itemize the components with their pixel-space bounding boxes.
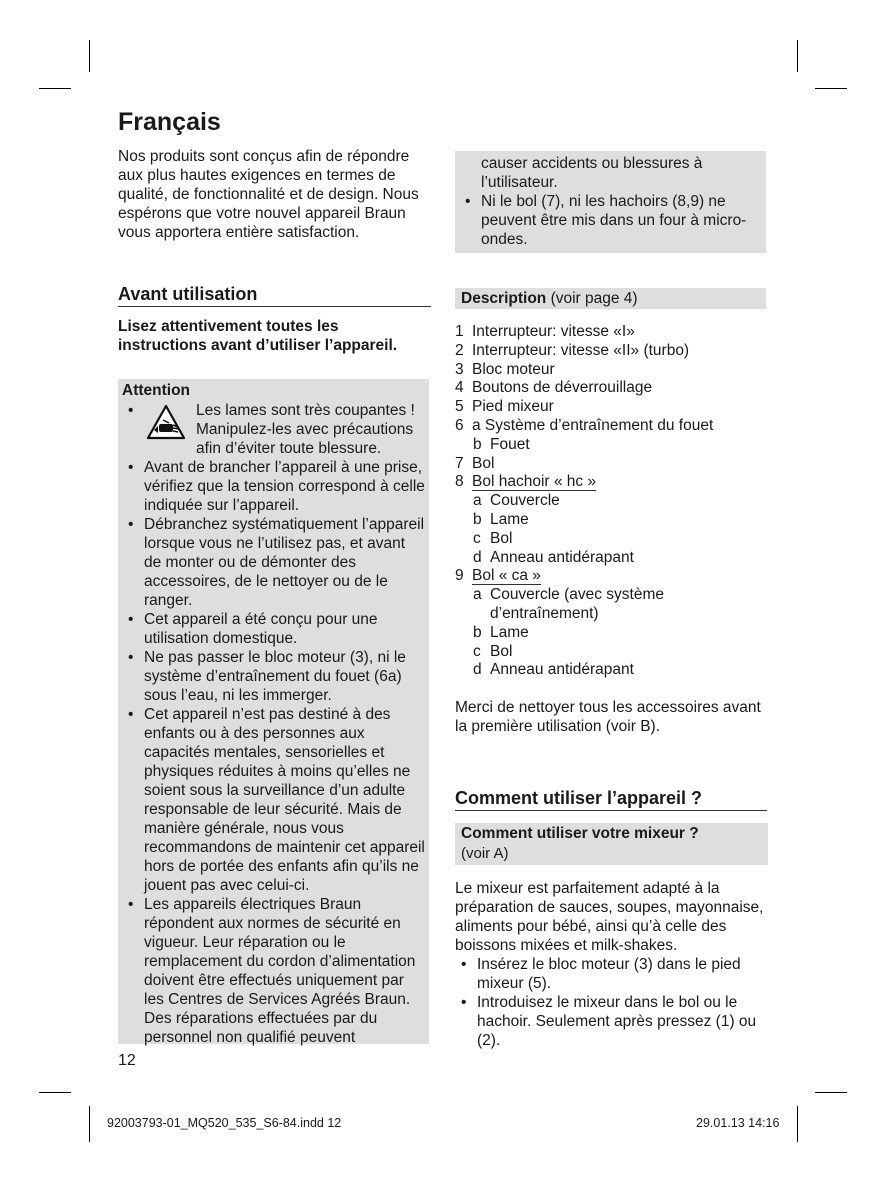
crop-mark <box>797 40 798 72</box>
item-text: Anneau antidérapant <box>490 661 634 679</box>
crop-mark <box>815 88 847 89</box>
item-letter: b <box>473 435 482 453</box>
bullet: • <box>128 459 134 476</box>
avant-heading: Avant utilisation <box>118 284 431 307</box>
description-ref: (voir page 4) <box>550 290 638 307</box>
intro-paragraph: Nos produits sont conçus afin de répondre aux plus hautes exigences en termes de qualité, de fonctionnalité et de design. Nous espérons que votre nouvel appareil Braun vous apportera entière satisfaction. <box>118 148 419 241</box>
item-number: 1 <box>455 323 464 340</box>
attention-continued-box <box>455 151 766 253</box>
footer-file: 92003793-01_MQ520_535_S6-84.indd 12 <box>107 1116 342 1130</box>
crop-mark <box>89 40 90 72</box>
list-item <box>122 515 425 610</box>
item-text: Ne pas passer le bloc moteur (3), ni le système d’entraînement du fouet (6a) sous l’eau, ni les immerger. <box>144 649 406 704</box>
item-text: Bol <box>490 642 513 660</box>
item-number: 4 <box>455 379 464 397</box>
item-letter: d <box>473 661 482 679</box>
item-text: a Système d’entraînement du fouet <box>472 416 714 434</box>
crop-mark <box>815 1092 847 1093</box>
list-item <box>455 586 775 605</box>
list-item <box>455 455 775 474</box>
item-text: Interrupteur: vitesse «I» <box>472 323 635 340</box>
item-text: Interrupteur: vitesse «II» (turbo) <box>472 341 690 359</box>
bullet: • <box>128 402 134 419</box>
list-item <box>122 705 425 895</box>
description-heading-bar <box>455 288 766 309</box>
comment-sub-box <box>455 823 768 865</box>
attention-heading: Attention <box>122 382 191 399</box>
item-text: Lame <box>490 623 529 641</box>
list-item <box>455 661 775 680</box>
item-number: 2 <box>455 341 464 359</box>
comment-heading: Comment utiliser l’appareil ? <box>455 788 767 811</box>
attention-box <box>118 379 429 1044</box>
description-heading: Description <box>461 290 547 307</box>
list-item <box>455 511 775 530</box>
list-item <box>122 458 425 515</box>
list-item <box>455 379 775 398</box>
item-letter: d <box>473 548 482 566</box>
list-item <box>459 192 762 249</box>
description-list <box>455 323 775 680</box>
list-item <box>122 648 425 705</box>
list-item <box>455 993 770 1050</box>
item-text: Introduisez le mixeur dans le bol ou le hachoir. Seulement après pressez (1) ou (2). <box>477 994 757 1049</box>
bullet: • <box>128 611 134 628</box>
comment-sub-heading: Comment utiliser votre mixeur ? <box>461 825 699 842</box>
avant-lead: Lisez attentivement toutes les instructions avant d’utiliser l’appareil. <box>118 318 398 354</box>
list-item <box>122 401 425 458</box>
continued-text: causer accidents ou blessures à l’utilisateur. <box>481 155 703 191</box>
item-text: Couvercle <box>490 492 560 510</box>
item-text: Avant de brancher l’appareil à une prise, vérifiez que la tension correspond à celle indiquée sur l’appareil. <box>144 459 425 514</box>
item-text: Cet appareil n’est pas destiné à des enfants ou à des personnes aux capacités mentales, sensorielles et physiques réduites à moins qu’elles ne soient sous la surveillance d’un adulte responsable de leur sécurité. Mais de manière générale, nous vous recommandons de maintenir cet appareil hors de portée des enfants afin qu’ils ne jouent pas avec celui-ci. <box>144 706 425 894</box>
item-text: Cet appareil a été conçu pour une utilisation domestique. <box>144 611 378 647</box>
list-item <box>122 895 425 1047</box>
item-text: Bloc moteur <box>472 360 555 378</box>
list-item <box>455 549 775 568</box>
bullet: • <box>128 706 134 723</box>
comment-sub-ref: (voir A) <box>461 845 509 862</box>
warning-hand-blade-icon <box>146 404 186 440</box>
comment-paragraph: Le mixeur est parfaitement adapté à la préparation de sauces, soupes, mayonnaise, aliments pour bébé, ainsi qu’à celle des boissons mixées et milk-shakes. <box>455 880 764 954</box>
footer-date: 29.01.13 14:16 <box>696 1116 780 1130</box>
item-number: 5 <box>455 398 464 416</box>
avant-section <box>118 284 431 355</box>
item-text: Ni le bol (7), ni les hachoirs (8,9) ne peuvent être mis dans un four à micro-ondes. <box>481 193 747 248</box>
item-text: Anneau antidérapant <box>490 548 634 566</box>
bullet: • <box>461 994 467 1011</box>
item-letter: c <box>473 529 481 547</box>
page-number: 12 <box>118 1052 136 1069</box>
list-item <box>455 323 775 342</box>
bullet: • <box>465 193 471 210</box>
item-text: d’entraînement) <box>490 604 599 622</box>
item-text: Bol <box>490 529 513 547</box>
list-item <box>455 342 775 361</box>
item-text: Bol « ca » <box>472 567 541 585</box>
item-text: Couvercle (avec système <box>490 586 665 604</box>
item-number: 6 <box>455 416 464 434</box>
bullet: • <box>128 649 134 666</box>
list-item <box>122 610 425 648</box>
list-item <box>455 436 775 455</box>
page-title: Français <box>118 108 221 136</box>
list-item <box>455 473 775 492</box>
list-item <box>455 567 775 586</box>
item-text: Lame <box>490 510 529 528</box>
bullet: • <box>128 896 134 913</box>
crop-mark <box>39 1092 71 1093</box>
item-letter: b <box>473 623 482 641</box>
attention-list <box>122 401 425 1047</box>
item-text: Boutons de déverrouillage <box>472 379 653 397</box>
item-text: Bol <box>472 454 495 472</box>
list-item <box>455 530 775 549</box>
list-item <box>455 361 775 380</box>
item-letter: a <box>473 492 482 510</box>
list-item <box>455 398 775 417</box>
item-letter: c <box>473 642 481 660</box>
item-letter: b <box>473 510 482 528</box>
item-text: Fouet <box>490 435 530 453</box>
crop-mark <box>89 1106 90 1142</box>
bullet: • <box>128 516 134 533</box>
merci-paragraph: Merci de nettoyer tous les accessoires avant la première utilisation (voir B). <box>455 699 761 735</box>
item-text: Les appareils électriques Braun répondent aux normes de sécurité en vigueur. Leur réparation ou le remplacement du cordon d’alimentation doivent être effectués uniquement par les Centres de Services Agréés Braun. Des réparations effectuées par du personnel non qualifié peuvent <box>144 896 416 1046</box>
item-text: Insérez le bloc moteur (3) dans le pied mixeur (5). <box>477 956 741 992</box>
item-number: 8 <box>455 473 464 491</box>
item-text: Les lames sont très coupantes ! Manipulez-les avec précautions afin d’éviter toute blessure. <box>196 402 415 457</box>
list-item <box>455 492 775 511</box>
item-text: Pied mixeur <box>472 398 554 416</box>
bullet: • <box>461 956 467 973</box>
list-item <box>455 955 770 993</box>
list-item <box>455 643 775 662</box>
crop-mark <box>39 88 71 89</box>
item-number: 7 <box>455 454 464 472</box>
item-text: Débranchez systématiquement l’appareil lorsque vous ne l’utilisez pas, et avant de monter ou de démonter des accessoires, de le nettoyer ou de le ranger. <box>144 516 425 609</box>
list-item <box>455 605 775 624</box>
item-letter: a <box>473 586 482 604</box>
list-item <box>455 417 775 436</box>
list-item <box>455 624 775 643</box>
item-number: 3 <box>455 360 464 378</box>
item-text: Bol hachoir « hc » <box>472 473 597 491</box>
item-number: 9 <box>455 567 464 585</box>
crop-mark <box>797 1106 798 1142</box>
comment-body <box>455 879 770 1050</box>
